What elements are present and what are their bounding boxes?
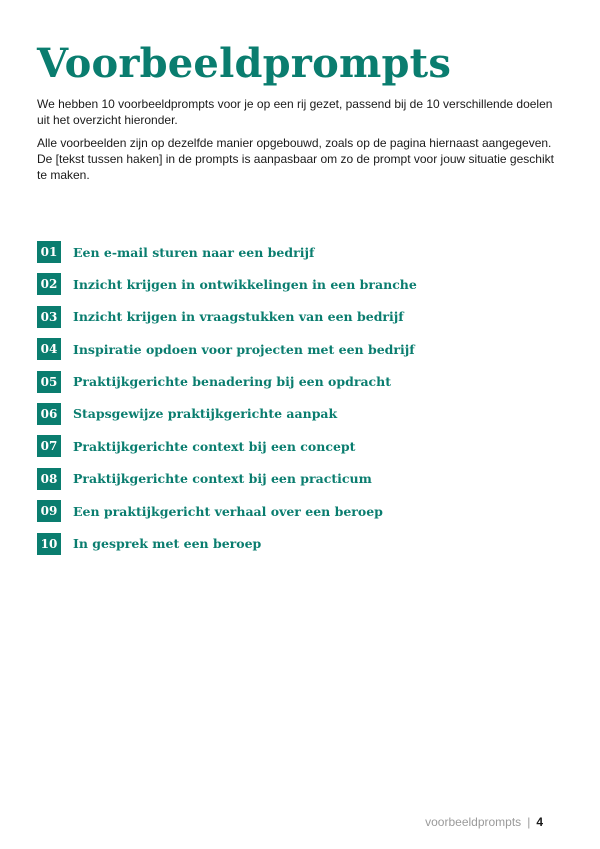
toc-label: Stapsgewijze praktijkgerichte aanpak bbox=[73, 406, 338, 422]
toc-item-09[interactable] bbox=[37, 500, 557, 522]
toc-number: 06 bbox=[37, 403, 61, 425]
toc-number: 10 bbox=[37, 533, 61, 555]
toc-item-04[interactable] bbox=[37, 338, 557, 360]
toc-label: In gesprek met een beroep bbox=[73, 536, 262, 552]
toc-item-10[interactable] bbox=[37, 533, 557, 555]
toc-list bbox=[37, 241, 557, 565]
toc-label: Praktijkgerichte benadering bij een opdracht bbox=[73, 374, 392, 390]
toc-item-08[interactable] bbox=[37, 468, 557, 490]
toc-label: Een e-mail sturen naar een bedrijf bbox=[73, 244, 315, 260]
intro-paragraph-1: We hebben 10 voorbeeldprompts voor je op een rij gezet, passend bij de 10 verschillende doelen uit het overzicht hieronder. bbox=[37, 97, 553, 127]
toc-item-03[interactable] bbox=[37, 306, 557, 328]
toc-label: Praktijkgerichte context bij een concept bbox=[73, 438, 356, 454]
toc-number: 04 bbox=[37, 338, 61, 360]
toc-label: Inzicht krijgen in ontwikkelingen in een branche bbox=[73, 276, 417, 292]
toc-item-07[interactable] bbox=[37, 435, 557, 457]
page-title: Voorbeeldprompts bbox=[37, 40, 452, 87]
toc-number: 02 bbox=[37, 273, 61, 295]
toc-item-01[interactable] bbox=[37, 241, 557, 263]
toc-label: Inzicht krijgen in vraagstukken van een bedrijf bbox=[73, 309, 404, 325]
toc-item-05[interactable] bbox=[37, 371, 557, 393]
toc-item-02[interactable] bbox=[37, 273, 557, 295]
page-number: 4 bbox=[536, 815, 543, 829]
toc-number: 07 bbox=[37, 435, 61, 457]
toc-item-06[interactable] bbox=[37, 403, 557, 425]
toc-label: Een praktijkgericht verhaal over een beroep bbox=[73, 503, 383, 519]
page-footer bbox=[425, 815, 543, 829]
toc-number: 01 bbox=[37, 241, 61, 263]
toc-number: 09 bbox=[37, 500, 61, 522]
footer-title: voorbeeldprompts bbox=[425, 815, 522, 829]
toc-label: Inspiratie opdoen voor projecten met een bedrijf bbox=[73, 341, 415, 357]
toc-number: 05 bbox=[37, 371, 61, 393]
toc-number: 08 bbox=[37, 468, 61, 490]
intro-text bbox=[37, 96, 557, 190]
toc-number: 03 bbox=[37, 306, 61, 328]
toc-label: Praktijkgerichte context bij een practicum bbox=[73, 471, 372, 487]
intro-paragraph-2: Alle voorbeelden zijn op dezelfde manier opgebouwd, zoals op de pagina hiernaast aangegeven. De [tekst tussen haken] in de prompts is aanpasbaar om zo de prompt voor jouw situatie geschikt te maken. bbox=[37, 136, 554, 182]
footer-separator: | bbox=[527, 815, 531, 829]
